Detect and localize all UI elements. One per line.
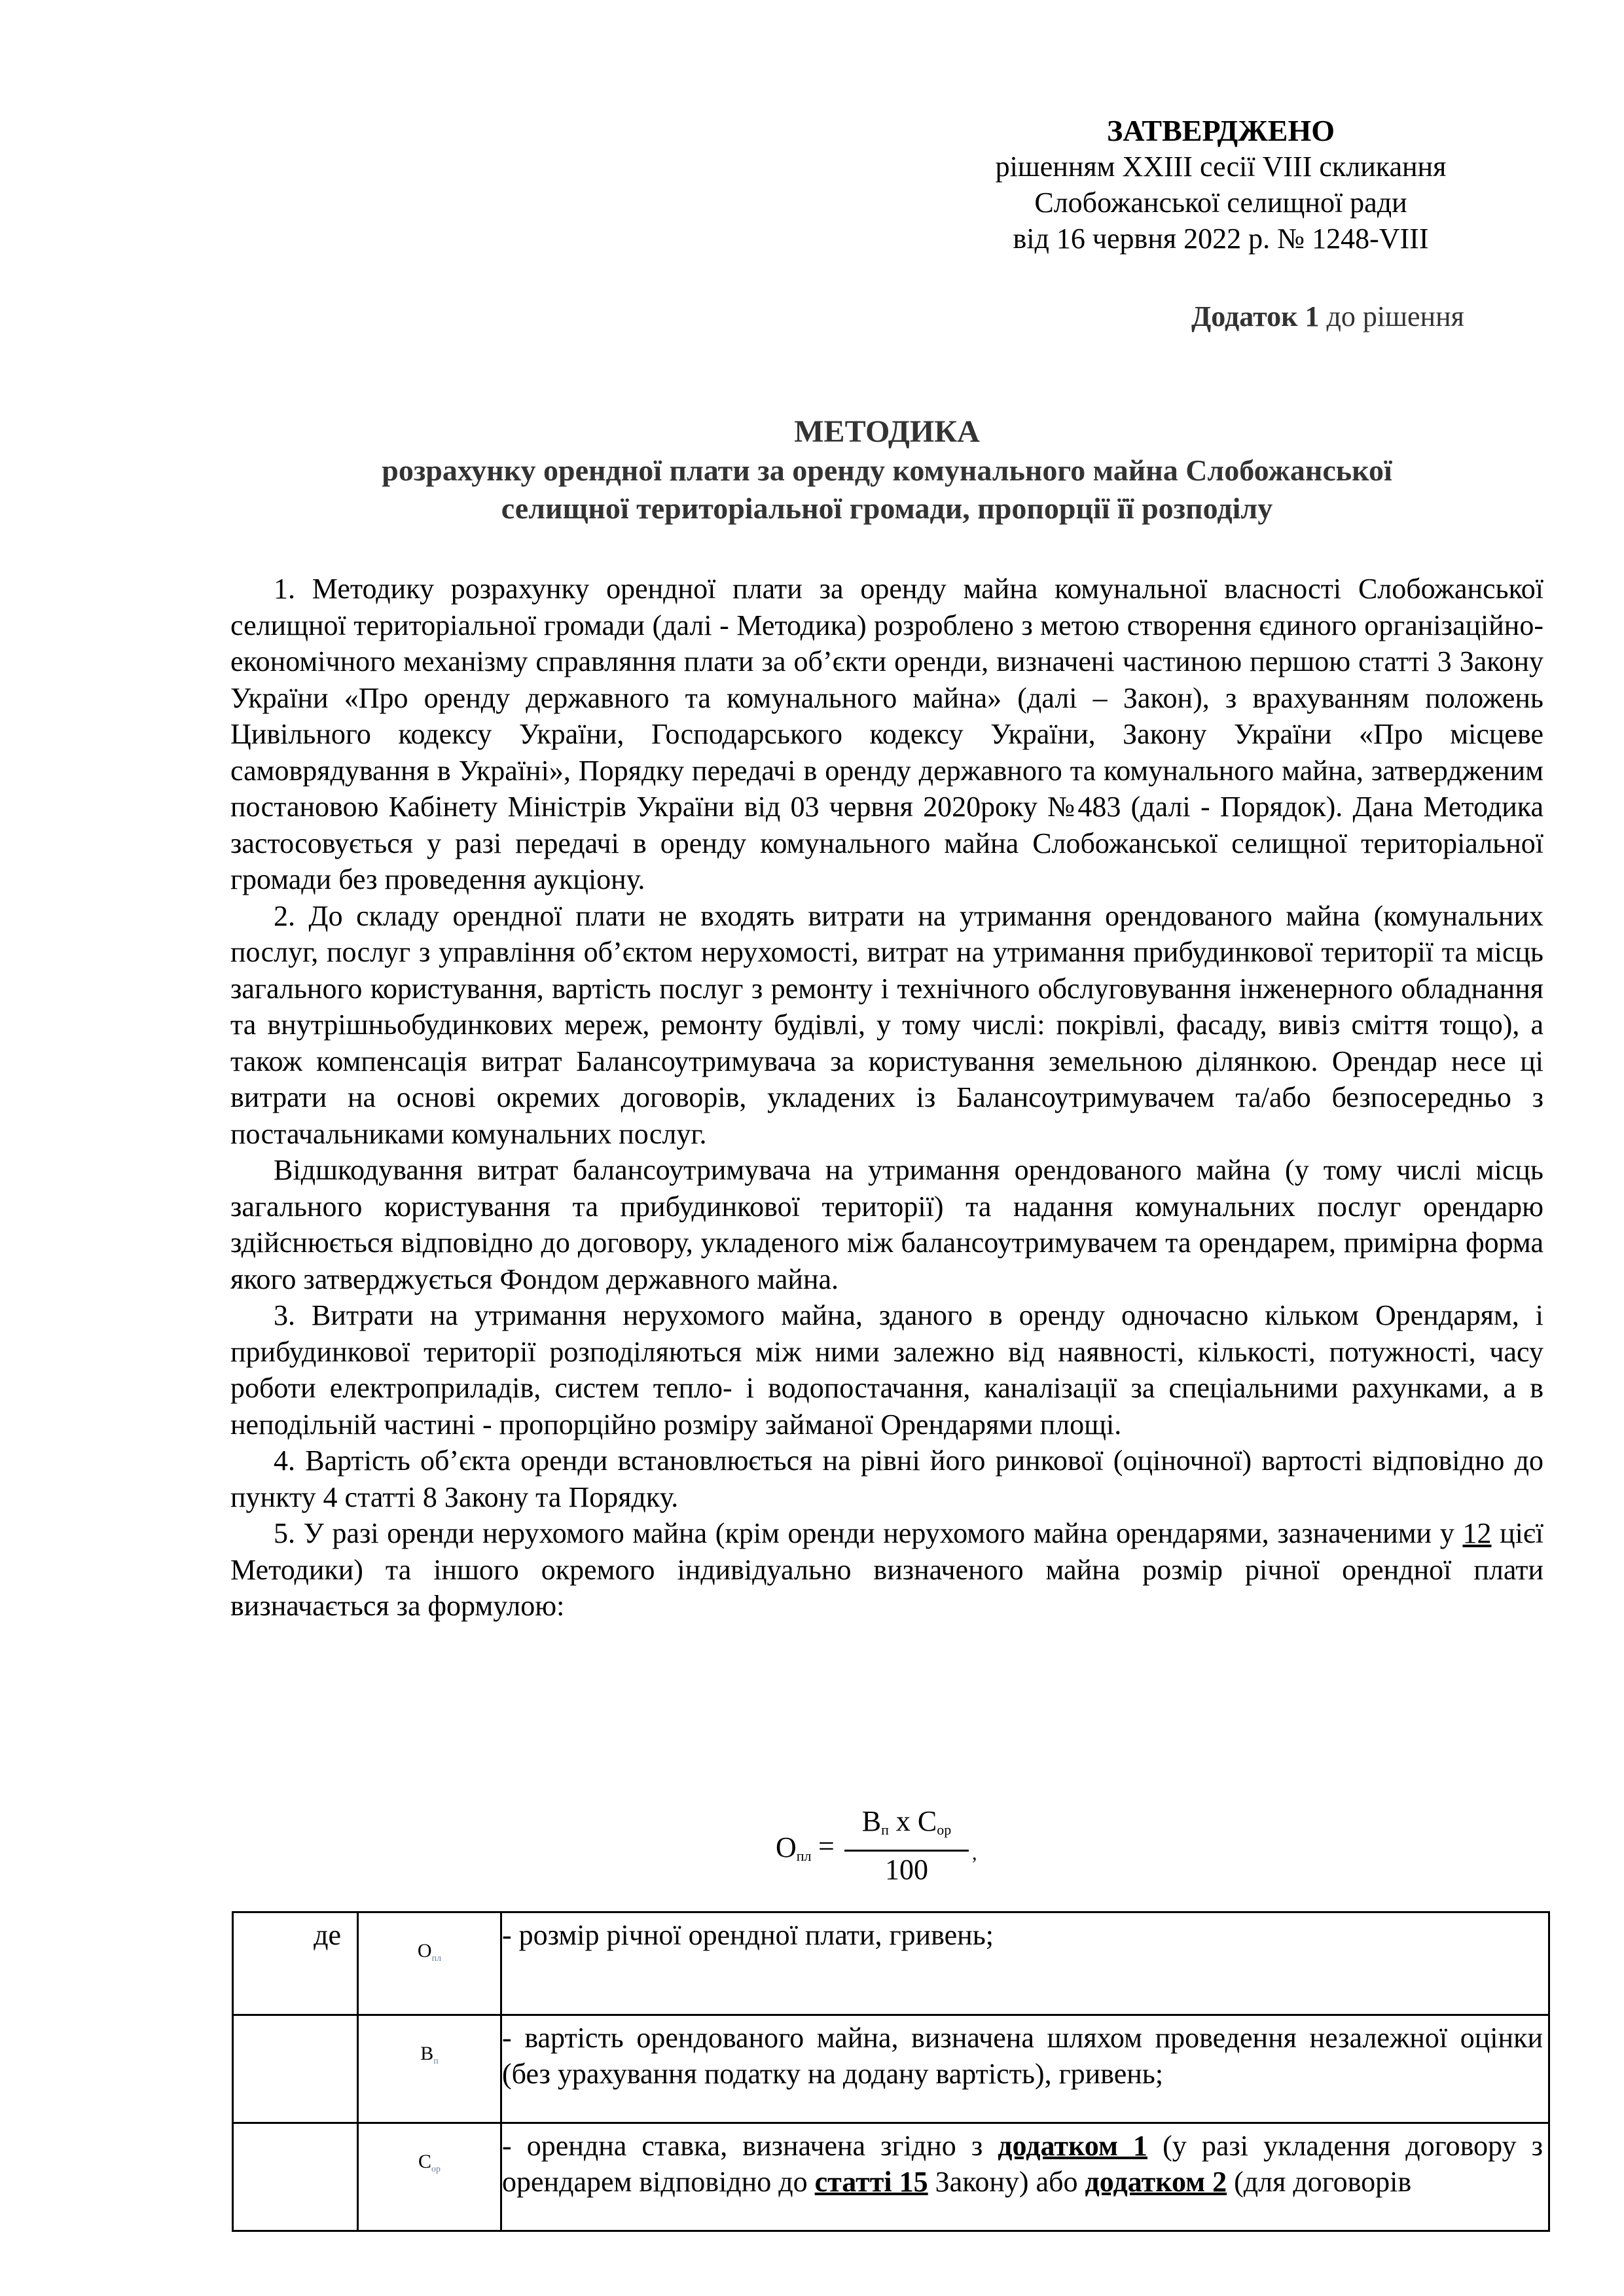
- empty-cell: [233, 2123, 358, 2231]
- approval-title: ЗАТВЕРДЖЕНО: [1106, 114, 1335, 147]
- definition-text: - вартість орендованого майна, визначена шляхом проведення незалежної оцінки (без урахування податку на додану вартість), гривень;: [501, 2015, 1549, 2123]
- formula-lhs-symbol: О: [776, 1831, 797, 1863]
- table-row: [233, 2015, 1549, 2123]
- approval-stamp: [959, 113, 1483, 257]
- definition-text-a: - орендна ставка, визначена згідно з: [502, 2130, 998, 2162]
- formula-lhs-sub: пл: [796, 1848, 812, 1864]
- formula-numerator: [844, 1803, 969, 1848]
- approval-line-council: Слобожанської селищної ради: [1034, 187, 1407, 219]
- paragraph-5-text-b: цієї Методики) та іншого окремого індивідуально визначеного майна розмір річної орендної плати визначається за формулою:: [230, 1517, 1544, 1622]
- definition-text-c: Закону) або: [928, 2166, 1085, 2198]
- formula-fraction: [844, 1803, 969, 1887]
- symbol-cell: [358, 2123, 501, 2231]
- formula-comma: ,: [972, 1842, 977, 1864]
- fraction-bar: [844, 1850, 969, 1852]
- definitions-table: [232, 1911, 1550, 2232]
- empty-cell: [233, 2015, 358, 2123]
- annex-label: [1191, 300, 1532, 333]
- definition-text-d: (для договорів: [1227, 2166, 1412, 2198]
- table-row: [233, 2123, 1549, 2231]
- paragraph-5-text-a: 5. У разі оренди нерухомого майна (крім оренди нерухомого майна орендарями, зазначеними у: [274, 1517, 1463, 1549]
- paragraph-2-reimbursement: Відшкодування витрат балансоутримувача на утримання орендованого майна (у тому числі місць загального користування та прибудинкової території) та надання комунальних послуг орендарю здійснюється відповідно до договору, укладеного між балансоутримувачем та орендарем, примірна форма якого затверджується Фондом державного майна.: [230, 1154, 1543, 1295]
- paragraph-2: 2. До складу орендної плати не входять витрати на утримання орендованого майна (комунальних послуг, послуг з управління об’єктом нерухомості, витрат на утримання прибудинкової території та місць загального користування, вартість послуг з ремонту і технічного обслуговування інженерного обладнання та внутрішньобудинкових мереж, ремонту будівлі, у тому числі: покрівлі, фасаду, вивіз сміття тощо), а також компенсація витрат Балансоутримувача за користування земельною ділянкою. Орендар несе ці витрати на основі окремих договорів, укладених із Балансоутримувачем та/або безпосередньо з постачальниками комунальних послуг.: [230, 899, 1543, 1150]
- symbol-cell: [358, 1912, 501, 2015]
- definition-text-b: (у разі укладення договору з орендарем відповідно до: [502, 2130, 1543, 2198]
- symbol-rent: О: [417, 1940, 432, 1962]
- symbol-cell: [358, 2015, 501, 2123]
- rent-formula: [769, 1803, 1005, 1888]
- formula-rate-sub: ор: [937, 1821, 952, 1838]
- paragraph-1: 1. Методику розрахунку орендної плати за оренду майна комунальної власності Слобожанської селищної територіальної громади (далі - Методика) розроблено з метою створення єдиного організаційно-економічного механізму справляння плати за об’єкти оренди, визначені частиною першою статті 3 Закону України «Про оренду державного та комунального майна» (далі – Закон), з врахуванням положень Цивільного кодексу України, Господарського кодексу України, Закону України «Про місцеве самоврядування в Україні», Порядку передачі в оренду державного та комунального майна, затвердженим постановою Кабінету Міністрів України від 03 червня 2020року №483 (далі - Порядок). Дана Методика застосовується у разі передачі в оренду комунального майна Слобожанської селищної територіальної громади без проведення аукціону.: [230, 573, 1543, 895]
- symbol-value: В: [420, 2043, 434, 2064]
- formula-rate-symbol: С: [917, 1805, 937, 1837]
- annex-1-link[interactable]: додатком 1: [998, 2130, 1148, 2162]
- where-label: де: [233, 1912, 358, 2015]
- symbol-sub: п: [433, 2056, 439, 2066]
- table-row: [233, 1912, 1549, 2015]
- paragraph-3: 3. Витрати на утримання нерухомого майна, зданого в оренду одночасно кільком Орендарям, і прибудинкової території розподіляються між ними залежно від наявності, кількості, потужності, часу роботи електроприладів, систем тепло- і водопостачання, каналізації за спеціальними рахунками, а в неподільній частині - пропорційно розміру займаної Орендарями площі.: [230, 1299, 1543, 1441]
- title-sub-line-2: селищної територіальної громади, пропорції її розподілу: [501, 492, 1273, 525]
- definition-text: - розмір річної орендної плати, гривень;: [501, 1912, 1549, 2015]
- document-title: [230, 412, 1543, 528]
- formula-times: х: [888, 1805, 918, 1837]
- symbol-sub: ор: [431, 2164, 441, 2174]
- symbol-sub: пл: [431, 1954, 442, 1964]
- formula-lhs: [776, 1831, 812, 1865]
- paragraph-12-link[interactable]: 12: [1462, 1517, 1492, 1549]
- formula-denominator: 100: [885, 1854, 928, 1886]
- symbol-rate: С: [418, 2151, 431, 2172]
- annex-2-link[interactable]: додатком 2: [1085, 2166, 1227, 2198]
- annex-number: Додаток 1: [1191, 300, 1320, 332]
- annex-rest: до рішення: [1319, 300, 1464, 332]
- paragraph-5: [230, 1515, 1543, 1624]
- formula-value-symbol: В: [861, 1805, 882, 1837]
- approval-line-date: від 16 червня 2022 р. № 1248-VIII: [1013, 223, 1429, 255]
- title-main: МЕТОДИКА: [794, 414, 980, 449]
- article-15-link[interactable]: статті 15: [814, 2166, 928, 2198]
- paragraph-4: 4. Вартість об’єкта оренди встановлюється на рівні його ринкової (оціночної) вартості відповідно до пункту 4 статті 8 Закону та Порядку.: [230, 1444, 1543, 1513]
- definition-text: [501, 2123, 1549, 2231]
- formula-value-sub: п: [881, 1821, 889, 1838]
- document-body: [230, 571, 1543, 1624]
- formula-equals: =: [818, 1830, 835, 1862]
- approval-line-session: рішенням XXIII сесії VIII скликання: [995, 151, 1447, 183]
- title-sub-line-1: розрахунку орендної плати за оренду комунального майна Слобожанської: [382, 454, 1392, 487]
